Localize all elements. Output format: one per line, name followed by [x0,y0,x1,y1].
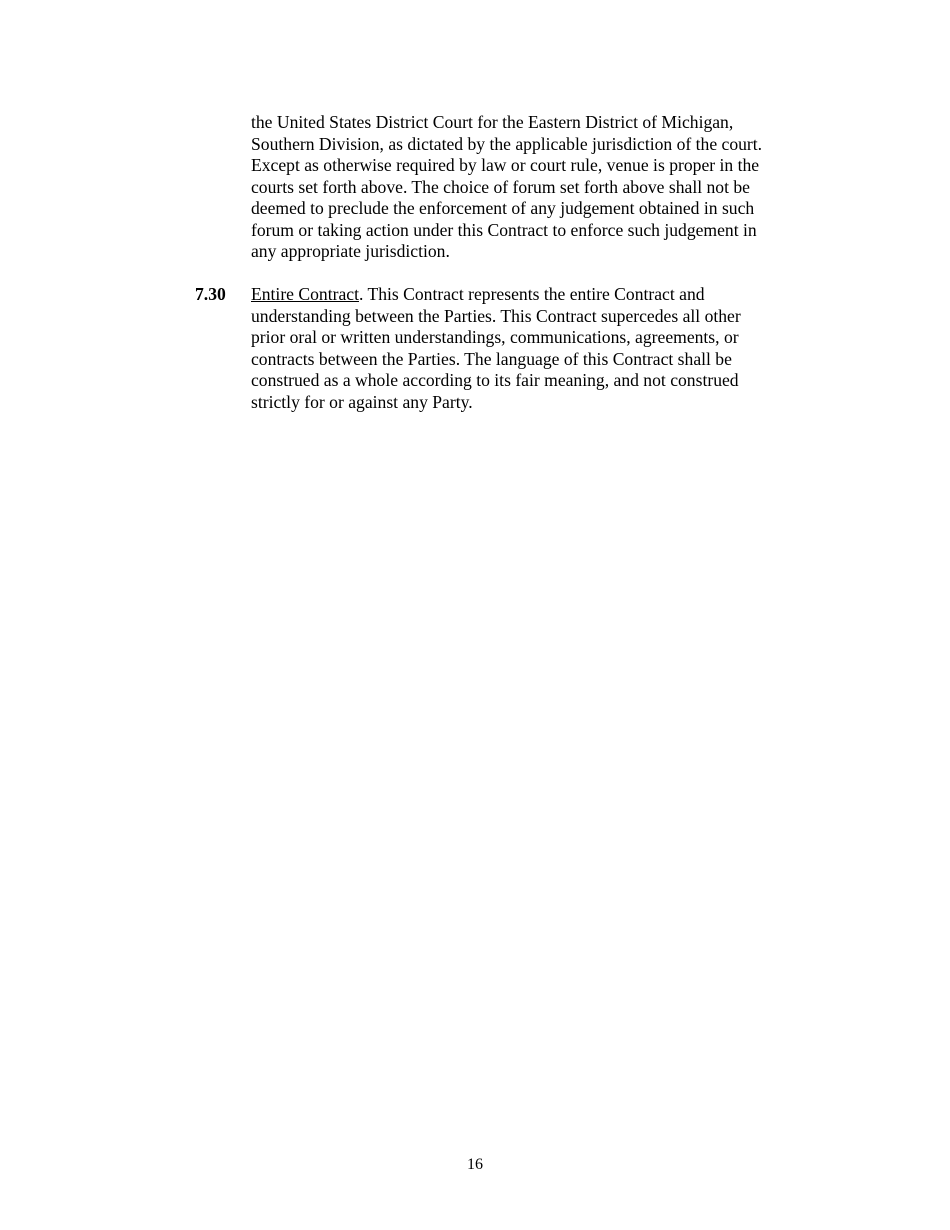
section-first-line-text: . This Contract represents the entire Contract and [358,284,705,304]
paragraph-line: courts set forth above. The choice of forum set forth above shall not be [251,176,750,197]
paragraph-line: construed as a whole according to its fair meaning, and not construed [251,370,739,390]
paragraph-line: understanding between the Parties. This Contract supercedes all other [251,305,741,326]
paragraph-line: any appropriate jurisdiction. [251,241,450,261]
paragraph-line: deemed to preclude the enforcement of any judgement obtained in such [251,198,755,218]
section-first-line [251,284,705,305]
page-number: 16 [467,1156,483,1173]
paragraph-line: the United States District Court for the Eastern District of Michigan, [251,112,734,132]
paragraph-line: prior oral or written understandings, communications, agreements, or [251,327,739,347]
paragraph-line: contracts between the Parties. The language of this Contract shall be [251,348,732,369]
paragraph-line: strictly for or against any Party. [251,391,473,412]
paragraph-line: forum or taking action under this Contract to enforce such judgement in [251,219,757,240]
section-heading: Entire Contract [251,284,359,304]
paragraph-line: Except as otherwise required by law or court rule, venue is proper in the [251,155,760,175]
section-number: 7.30 [195,284,226,304]
paragraph-line: Southern Division, as dictated by the applicable jurisdiction of the court. [251,133,763,154]
